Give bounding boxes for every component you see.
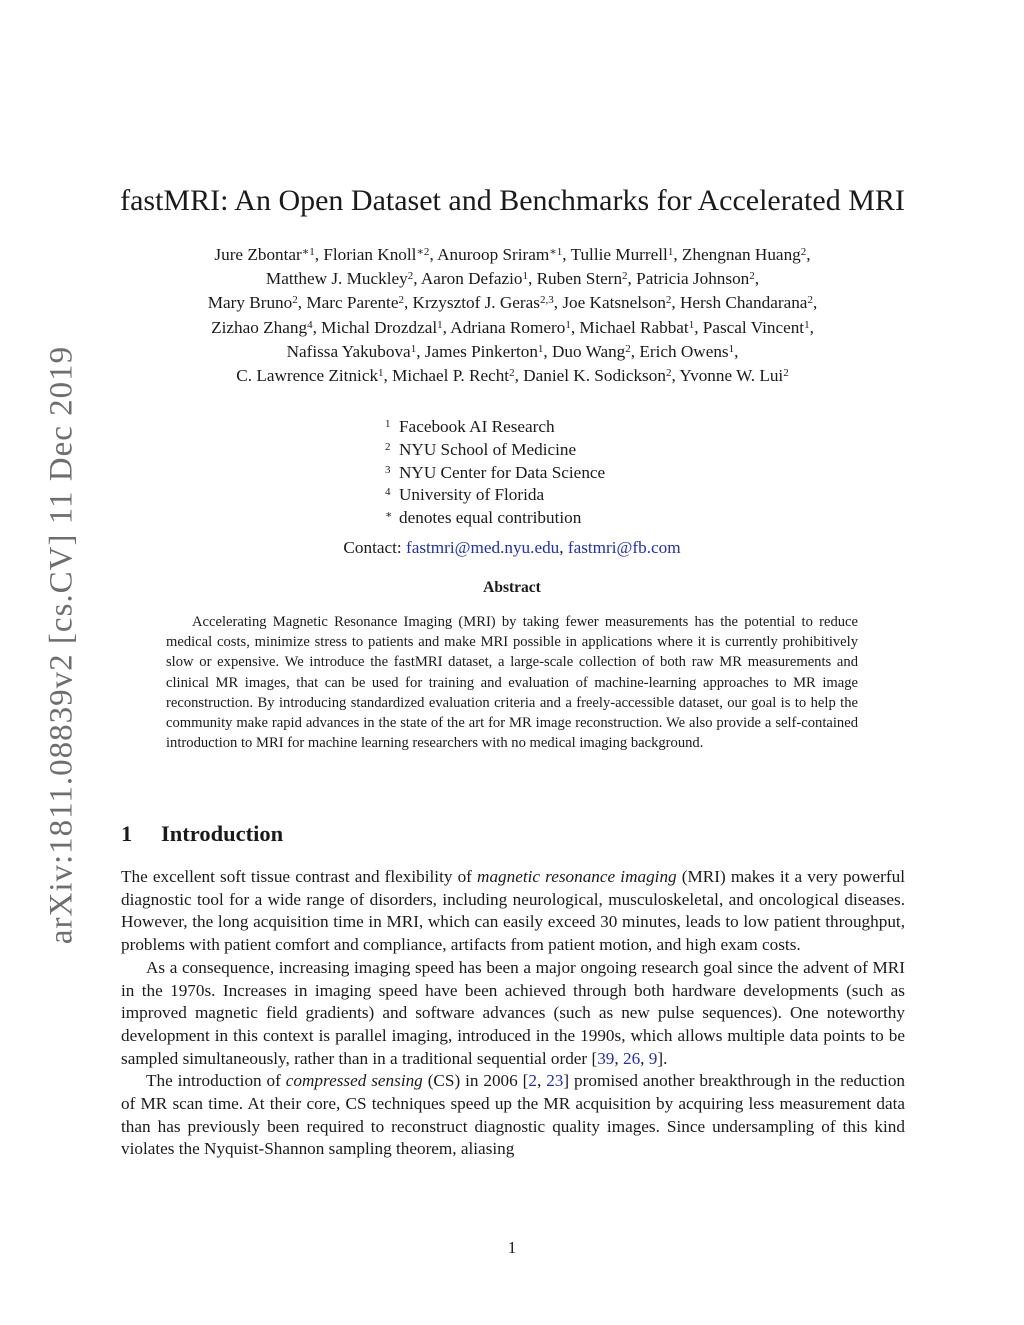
author: Yvonne W. Lui$^2$ (679, 366, 789, 386)
paragraph: As a consequence, increasing imaging speed has been a major ongoing research goal since the advent of MRI in the 1970s. Increases in imaging speed have been achieved through both hardware developments (such as improved magnetic field gradients) and software advances (such as new pulse sequences). One noteworthy development in this context is parallel imaging, introduced in the 1990s, which allows multiple data points to be sampled simultaneously, rather than in a traditional sequential order [39, 26, 9]. (121, 957, 905, 1068)
citation-link[interactable]: 26 (622, 1048, 641, 1068)
author: Michael P. Recht$^2$ (392, 366, 515, 386)
author: Michal Drozdzal$^1$ (321, 317, 443, 337)
contact-line: Contact: fastmri@med.nyu.edu, fastmri@fb.com (343, 538, 681, 557)
contact-email-link[interactable]: fastmri@fb.com (567, 538, 681, 557)
author: Nafissa Yakubova$^1$ (286, 341, 417, 361)
author: Daniel K. Sodickson$^2$ (523, 366, 672, 386)
affiliation-note: ∗ denotes equal contribution (385, 508, 582, 528)
author: C. Lawrence Zitnick$^1$ (236, 366, 384, 386)
paragraph: The introduction of compressed sensing (CS) in 2006 [2, 23] promised another breakthrough in the reduction of MR scan time. At their core, CS techniques speed up the MR acquisition by acquiring less measurement data than has previously been required to reconstruct diagnostic quality images. Since undersampling of this kind violates the Nyquist-Shannon sampling theorem, aliasing (121, 1071, 906, 1159)
section-title: Introduction (161, 821, 284, 846)
author: Mary Bruno$^2$ (207, 293, 298, 313)
arxiv-stamp-text: arXiv:1811.08839v2 [cs.CV] 11 Dec 2019 (43, 345, 80, 945)
author: Tullie Murrell$^1$ (570, 245, 674, 264)
affiliation: $^3$ NYU Center for Data Science (385, 462, 606, 482)
author: Duo Wang$^2$ (552, 341, 631, 361)
contact-label: Contact: (343, 538, 402, 557)
author: Matthew J. Muckley$^2$ (265, 269, 414, 289)
author: Michael Rabbat$^1$ (579, 317, 695, 337)
author: Erich Owens$^1$ (639, 341, 735, 361)
page-number: 1 (507, 1238, 517, 1257)
paper-title: fastMRI: An Open Dataset and Benchmarks for Accelerated MRI (120, 184, 905, 217)
citation-link[interactable]: 9 (648, 1048, 658, 1068)
author-list: Jure Zbontar$^{∗1}$, Florian Knoll$^{∗2}$, Anuroop Sriram$^{∗1}$, Tullie Murrell$^1$, Zhengnan Huang$^2$, Matthew J. Muckley$^2$, Aaron Defazio$^1$, Ruben Stern$^2$, Patricia Johnson$^2$, Mary Bruno$^2$, Marc Parente$^2$, Krzysztof J. Geras$^{2,3}$, Joe Katsnelson$^2$, Hersh Chandarana$^2$, Zizhao Zhang$^4$, Michal Drozdzal$^1$, Adriana Romero$^1$, Michael Rabbat$^1$, Pascal Vincent$^1$, Nafissa Yakubova$^1$, James Pinkerton$^1$, Duo Wang$^2$, Erich Owens$^1$, C. Lawrence Zitnick$^1$, Michael P. Recht$^2$, Daniel K. Sodickson$^2$, Yvonne W. Lui$^2$ (207, 245, 818, 386)
author: Zizhao Zhang$^4$ (211, 317, 313, 337)
author: Zhengnan Huang$^2$ (681, 245, 807, 264)
paragraph: The excellent soft tissue contrast and flexibility of magnetic resonance imaging (MRI) makes it a very powerful diagnostic tool for a wide range of disorders, including neurological, musculoskeletal, and oncological diseases. However, the long acquisition time in MRI, which can easily exceed 30 minutes, leads to low patient throughput, problems with patient comfort and compliance, artifacts from patient motion, and high exam costs. (121, 867, 905, 955)
affiliation-list (385, 416, 605, 530)
section-number: 1 (121, 821, 133, 846)
author: Anuroop Sriram$^{∗1}$ (437, 245, 563, 264)
author: Hersh Chandarana$^2$ (680, 293, 813, 313)
contact-email-link[interactable]: fastmri@med.nyu.edu (405, 538, 560, 557)
author: Ruben Stern$^2$ (536, 269, 628, 289)
author: Pascal Vincent$^1$ (702, 317, 810, 337)
author: Marc Parente$^2$ (306, 293, 404, 313)
author: Krzysztof J. Geras$^{2,3}$ (412, 293, 554, 313)
author: James Pinkerton$^1$ (424, 341, 544, 361)
citation-link[interactable]: 2 (528, 1071, 537, 1091)
affiliation: $^2$ NYU School of Medicine (385, 439, 577, 459)
author: Patricia Johnson$^2$ (636, 269, 755, 289)
section-body (121, 866, 905, 1161)
author: Jure Zbontar$^{∗1}$ (214, 245, 315, 264)
abstract-text: Accelerating Magnetic Resonance Imaging (MRI) by taking fewer measurements has the potential to reduce medical costs, minimize stress to patients and make MRI possible in applications where it is currently prohibitively slow or expensive. We introduce the fastMRI dataset, a large-scale collection of both raw MR measurements and clinical MR images, that can be used for training and evaluation of machine-learning approaches to MR image reconstruction. By introducing standardized evaluation criteria and a freely-accessible dataset, our goal is to help the community make rapid advances in the state of the art for MR image reconstruction. We also provide a self-contained introduction to MRI for machine learning researchers with no medical imaging background. (166, 614, 858, 752)
author: Joe Katsnelson$^2$ (562, 293, 672, 313)
citation-link[interactable]: 39 (597, 1048, 615, 1068)
citation-link[interactable]: 23 (546, 1071, 564, 1091)
abstract-heading: Abstract (483, 579, 541, 596)
author: Aaron Defazio$^1$ (420, 269, 528, 289)
section-heading (121, 821, 283, 847)
author: Florian Knoll$^{∗2}$ (323, 245, 430, 264)
affiliation: $^4$ University of Florida (385, 485, 545, 505)
author: Adriana Romero$^1$ (450, 317, 571, 337)
affiliation: $^1$ Facebook AI Research (385, 417, 555, 436)
